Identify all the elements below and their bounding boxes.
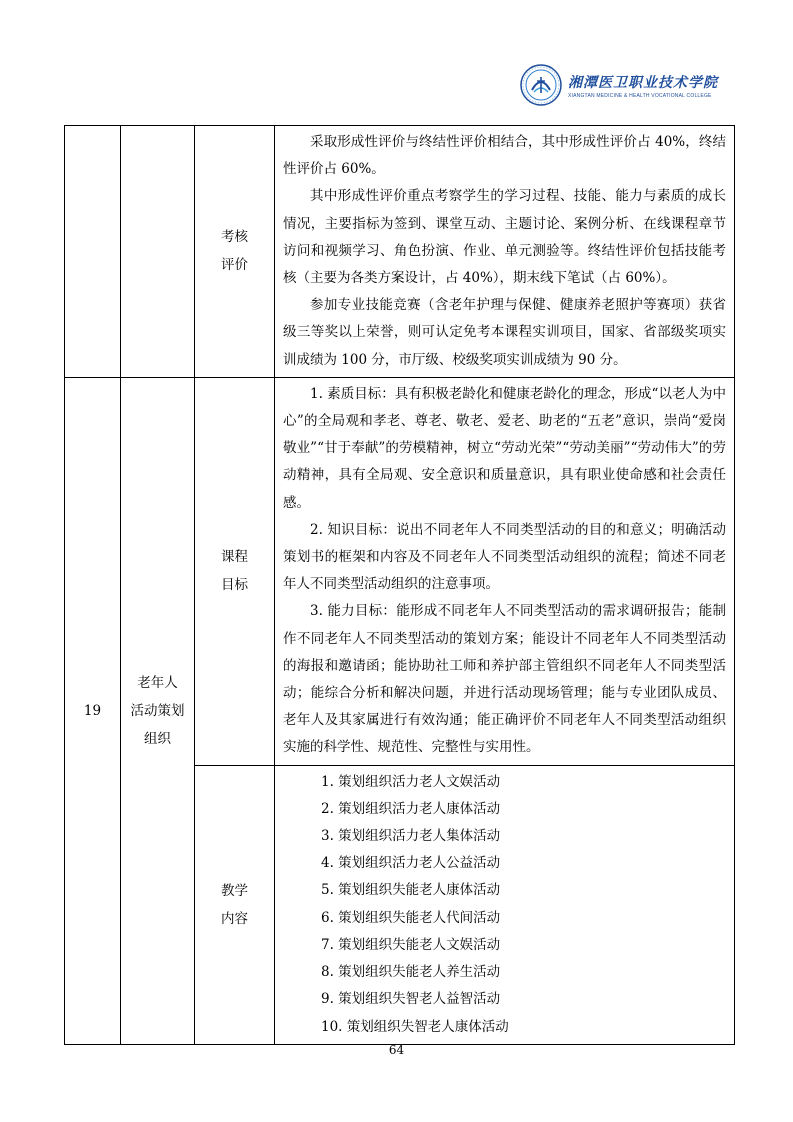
objective-paragraph: 2. 知识目标：说出不同老年人不同类型活动的目的和意义；明确活动策划书的框架和内容及不同老年人不同类型活动组织的流程；简述不同老年人不同类型活动组织的注意事项。 — [283, 521, 726, 593]
page-number: 64 — [388, 1043, 405, 1057]
category-line: 评价 — [221, 257, 248, 274]
assessment-body — [275, 126, 735, 378]
category-line: 教学 — [221, 882, 248, 899]
objective-paragraph: 1. 素质目标：具有积极老龄化和健康老龄化的理念，形成“以老人为中心”的全局观和孝老、尊老、敬老、爱老、助老的“五老”意识，崇尚“爱岗敬业”“甘于奉献”的劳模精神，树立“劳动光荣”“劳动美丽”“劳动伟大”的劳动精神，具有全局观、安全意识和质量意识，具有职业使命感和社会责任感。 — [283, 385, 726, 511]
list-item: 7. 策划组织失能老人文娱活动 — [321, 936, 501, 953]
assessment-row — [65, 126, 735, 378]
list-item: 10. 策划组织失智老人康体活动 — [321, 1018, 509, 1035]
course-name-line: 活动策划 — [130, 702, 185, 719]
list-item: 1. 策划组织活力老人文娱活动 — [321, 773, 501, 790]
category-line: 课程 — [221, 549, 248, 566]
category-line: 内容 — [221, 910, 248, 927]
assessment-paragraph: 参加专业技能竞赛（含老年护理与保健、健康养老照护等赛项）获省级三等奖以上荣誉，则可认定免考本课程实训项目，国家、省部级奖项实训成绩为 100 分，市厅级、校级奖项实训成绩为 90 分。 — [283, 297, 726, 368]
list-item: 5. 策划组织失能老人康体活动 — [321, 882, 501, 899]
school-name-en: XIANGTAN MEDICINE & HEALTH VOCATIONAL COLLEGE — [568, 92, 712, 99]
objectives-category — [195, 377, 275, 765]
teaching-content-list — [283, 769, 726, 1041]
empty-name-cell — [121, 126, 195, 378]
list-item: 2. 策划组织活力老人康体活动 — [321, 800, 501, 817]
list-item: 4. 策划组织活力老人公益活动 — [321, 855, 501, 872]
objective-paragraph: 3. 能力目标：能形成不同老年人不同类型活动的需求调研报告；能制作不同老年人不同类型活动的策划方案；能设计不同老年人不同类型活动的海报和邀请函；能协助社工师和养护部主管组织不同老年人不同类型活动；能综合分析和解决问题，并进行活动现场管理；能与专业团队成员、老年人及其家属进行有效沟通；能正确评价不同老年人不同类型活动组织实施的科学性、规范性、完整性与实用性。 — [283, 603, 726, 756]
assessment-paragraph: 其中形成性评价重点考察学生的学习过程、技能、能力与素质的成长情况，主要指标为签到、课堂互动、主题讨论、案例分析、在线课程章节访问和视频学习、角色扮演、作业、单元测验等。终结性评价包括技能考核（主要为各类方案设计，占 40%），期末线下笔试（占 60%）。 — [283, 188, 726, 287]
course-number: 19 — [65, 377, 121, 1044]
course-table — [64, 125, 735, 1045]
school-logo — [520, 62, 720, 108]
assessment-category — [195, 126, 275, 378]
teaching-content-category — [195, 765, 275, 1044]
school-name-cn: 湘潭医卫职业技术学院 — [568, 74, 718, 91]
course-name — [121, 377, 195, 1044]
course-name-line: 组织 — [144, 730, 171, 747]
category-line: 考核 — [221, 229, 248, 246]
list-item: 6. 策划组织失能老人代间活动 — [321, 909, 501, 926]
empty-number-cell — [65, 126, 121, 378]
list-item: 3. 策划组织活力老人集体活动 — [321, 828, 501, 845]
teaching-content-body — [275, 765, 735, 1044]
objectives-row — [65, 377, 735, 765]
objectives-body — [275, 377, 735, 765]
assessment-paragraph: 采取形成性评价与终结性评价相结合，其中形成性评价占 40%，终结性评价占 60%。 — [283, 134, 726, 178]
list-item: 8. 策划组织失能老人养生活动 — [321, 964, 501, 981]
school-emblem-icon — [520, 64, 562, 106]
list-item: 9. 策划组织失智老人益智活动 — [321, 991, 501, 1008]
category-line: 目标 — [221, 577, 248, 594]
course-name-line: 老年人 — [137, 674, 178, 691]
